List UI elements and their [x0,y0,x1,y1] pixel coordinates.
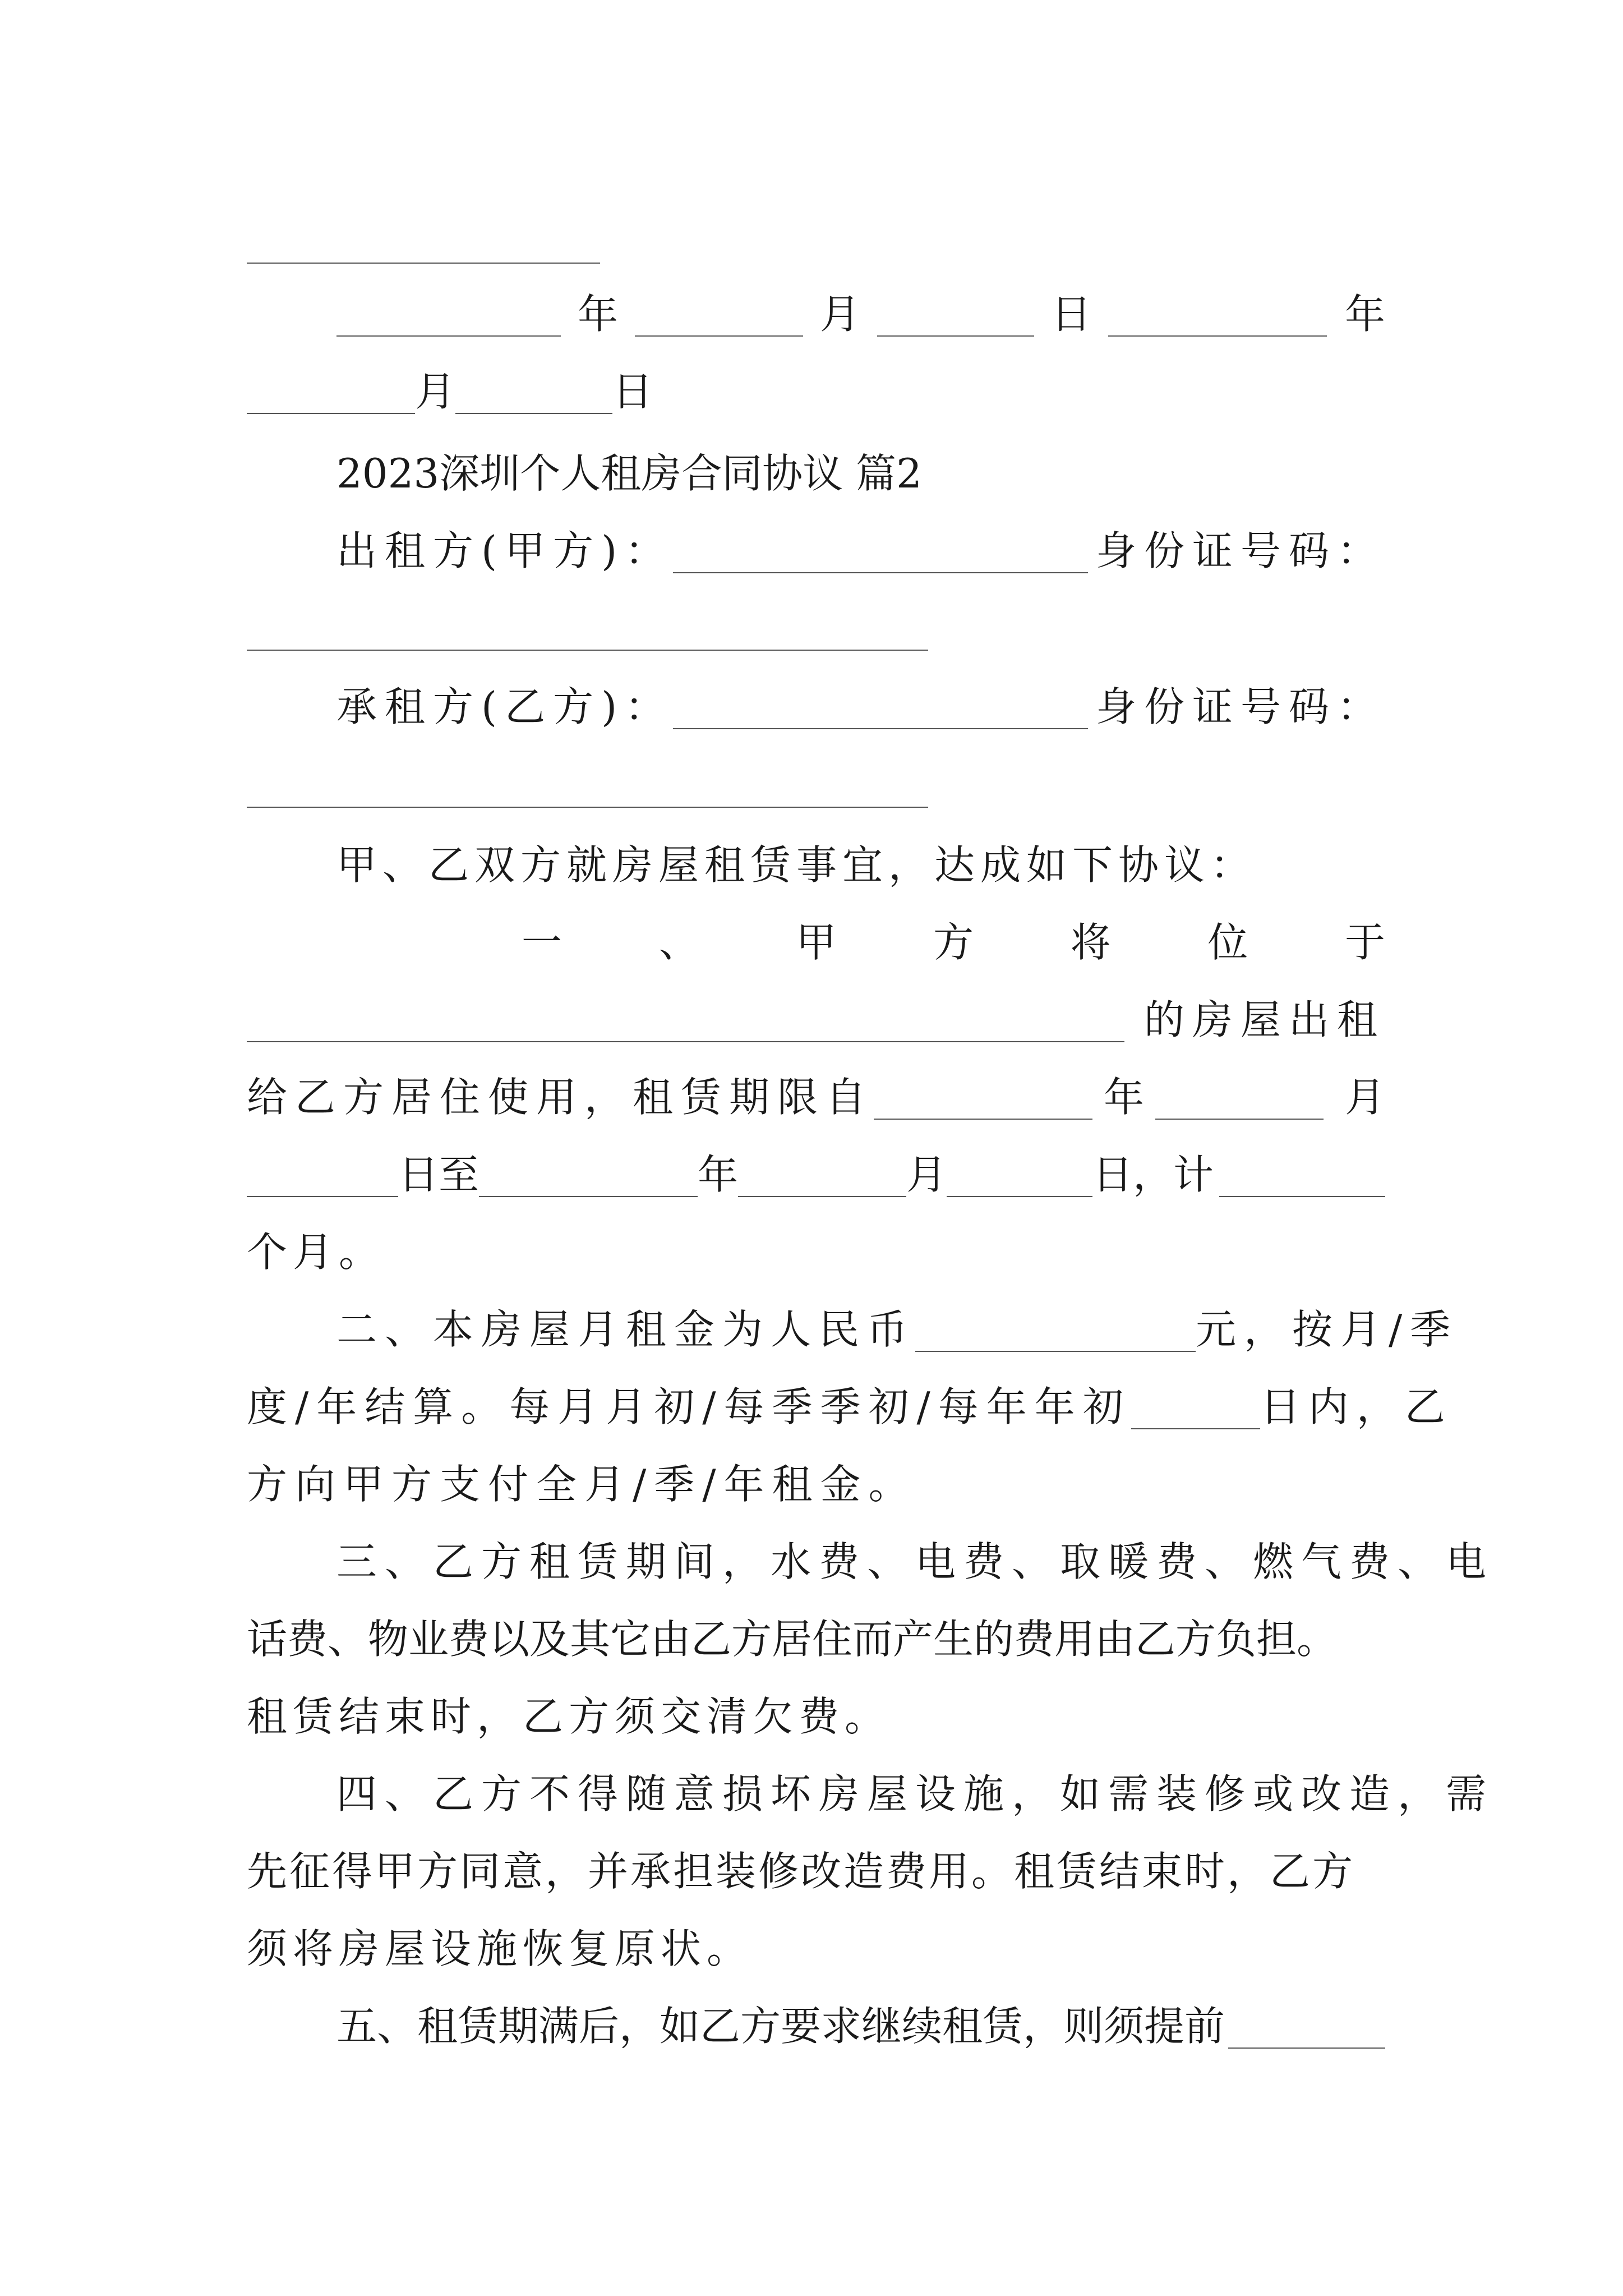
party-b-label: 承租方(乙方)： [336,683,674,730]
clause1-line5 [247,1218,1385,1286]
heading-text: 2023深圳个人租房合同协议 篇2 [336,450,922,497]
clause3-line2 [247,1605,1385,1673]
party-b-line [336,673,1385,740]
clause2-line3 [247,1451,1385,1518]
settlement-text: 元，按月/季 [1196,1306,1459,1353]
clause3-text: 租赁结束时，乙方须交清欠费。 [247,1693,891,1740]
party-b-name-blank[interactable] [673,728,1088,729]
clause2-line1 [336,1296,1459,1363]
blank-end-year[interactable] [1108,335,1327,337]
lease-end-year-blank[interactable] [479,1196,698,1197]
clause1-line1 [522,909,1385,976]
clause1-char: 位 [1207,919,1248,966]
clause3-line3 [247,1683,1385,1750]
clause4-line3 [247,1915,1385,1982]
section-heading [336,440,1385,507]
party-b-id-blank[interactable] [247,807,928,808]
clause1-char: 甲 [796,919,837,966]
clause1-char: 一 [522,919,562,966]
clause1-line4 [247,1141,1385,1208]
party-a-line [336,517,1385,585]
clause3-line1 [336,1528,1495,1595]
year-label: 年 [578,291,619,338]
party-a-label: 出租方(甲方)： [336,527,674,574]
blank-start-month[interactable] [635,335,803,337]
month-label: 月 [415,368,456,415]
top-blank-line [247,263,600,264]
date-range-line-1 [336,280,1385,348]
party-a-name-blank[interactable] [673,572,1088,573]
to-text: 日至 [398,1151,479,1198]
clause3-text: 话费、物业费以及其它由乙方居住而产生的费用由乙方负担。 [247,1616,1338,1663]
clause1-line2 [247,986,1385,1053]
clause4-line2 [247,1838,1385,1905]
year-label: 年 [1344,291,1385,338]
day-label: 日 [1051,291,1092,338]
party-a-id-line [247,595,1385,662]
party-b-id-line [247,752,1385,819]
clause1-char: 将 [1070,919,1111,966]
intro-line [336,831,1385,899]
payment-text: 方向甲方支付全月/季/年租金。 [247,1461,917,1508]
lease-start-year-blank[interactable] [874,1119,1092,1120]
lease-end-month-blank[interactable] [738,1196,906,1197]
blank-end-day[interactable] [455,413,612,414]
payment-day-blank[interactable] [1131,1428,1260,1429]
intro-text: 甲、乙双方就房屋租赁事宜，达成如下协议： [336,841,1257,889]
clause1-char: 、 [658,919,699,966]
blank-end-month[interactable] [247,413,415,414]
date-range-line-2 [247,358,1385,425]
property-location-blank[interactable] [247,1041,1124,1042]
lease-start-day-blank[interactable] [247,1196,398,1197]
lease-start-month-blank[interactable] [1155,1119,1324,1120]
clause4-line1 [336,1760,1495,1828]
blank-start-year[interactable] [336,335,561,337]
clause3-text: 三、乙方租赁期间，水费、电费、取暖费、燃气费、电 [336,1538,1495,1585]
rent-out-text: 的房屋出租 [1144,996,1385,1043]
party-a-id-blank[interactable] [247,650,928,651]
month-label: 月 [1344,1074,1385,1121]
party-b-id-label: 身份证号码： [1095,683,1385,730]
clause4-text: 须将房屋设施恢复原状。 [247,1925,753,1972]
clause5-line1 [336,1993,1385,2060]
rent-amount-text: 二、本房屋月租金为人民币 [336,1306,916,1353]
clause2-line2 [247,1373,1453,1441]
within-days-text: 日内，乙 [1260,1383,1453,1430]
year-label: 年 [1104,1074,1145,1121]
lease-term-text: 给乙方居住使用，租赁期限自 [247,1074,874,1121]
total-text: 日，计 [1092,1151,1214,1198]
day-label: 日 [612,368,653,415]
lease-end-day-blank[interactable] [947,1196,1092,1197]
clause1-char: 方 [933,919,974,966]
advance-notice-blank[interactable] [1228,2047,1385,2049]
months-text: 个月。 [247,1228,385,1276]
year-label: 年 [698,1151,739,1198]
clause1-line3 [247,1064,1385,1131]
month-label: 月 [820,291,861,338]
payment-period-text: 度/年结算。每月月初/每季季初/每年年初 [247,1383,1131,1430]
month-label: 月 [906,1151,947,1198]
clause4-text: 先征得甲方同意，并承担装修改造费用。租赁结束时，乙方 [247,1848,1355,1895]
blank-start-day[interactable] [877,335,1034,337]
months-count-blank[interactable] [1219,1196,1385,1197]
party-a-id-label: 身份证号码： [1095,527,1385,574]
clause1-char: 于 [1344,919,1385,966]
clause5-text: 五、租赁期满后，如乙方要求继续租赁，则须提前 [336,2003,1225,2050]
clause4-text: 四、乙方不得随意损坏房屋设施，如需装修或改造，需 [336,1770,1495,1818]
rent-amount-blank[interactable] [915,1351,1196,1352]
